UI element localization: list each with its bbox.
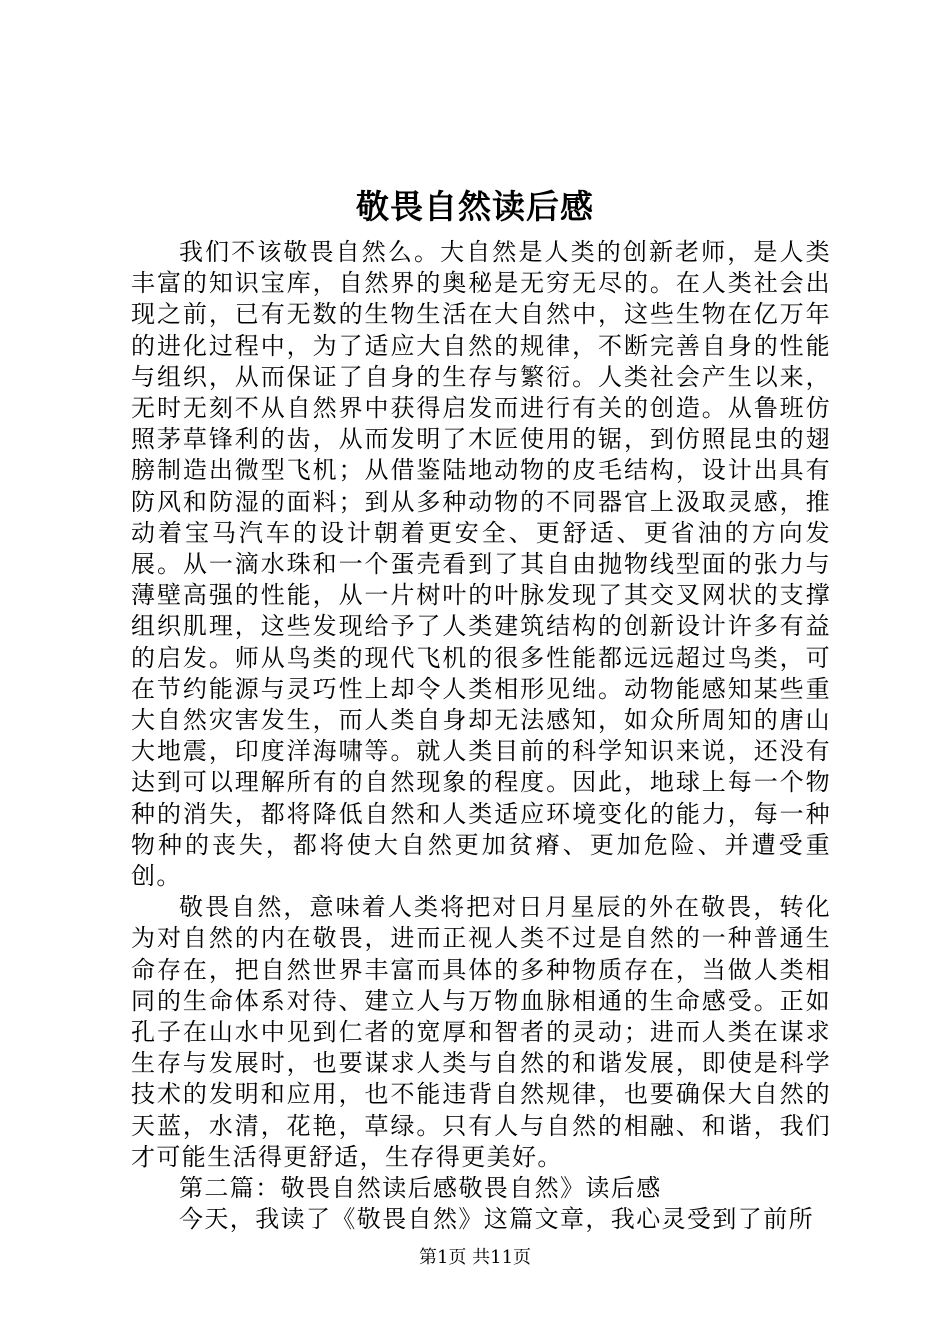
- paragraph: 今天，我读了《敬畏自然》这篇文章，我心灵受到了前所: [179, 1205, 814, 1234]
- paragraph: 我们不该敬畏自然么。大自然是人类的创新老师，是人类丰富的知识宝库，自然界的奥秘是无穷无尽的。在人类社会出现之前，已有无数的生物生活在大自然中，这些生物在亿万年的进化过程中，为了适应大自然的规律，不断完善自身的性能与组织，从而保证了自身的生存与繁衍。人类社会产生以来，无时无刻不从自然界中获得启发而进行有关的创造。从鲁班仿照茅草锋利的齿，从而发明了木匠使用的锯，到仿照昆虫的翅膀制造出微型飞机；从借鉴陆地动物的皮毛结构，设计出具有防风和防湿的面料；到从多种动物的不同器官上汲取灵感，推动着宝马汽车的设计朝着更安全、更舒适、更省油的方向发展。从一滴水珠和一个蛋壳看到了其自由抛物线型面的张力与薄壁高强的性能，从一片树叶的叶脉发现了其交叉网状的支撑组织肌理，这些发现给予了人类建筑结构的创新设计许多有益的启发。师从鸟类的现代飞机的很多性能都远远超过鸟类，可在节约能源与灵巧性上却令人类相形见绌。动物能感知某些重大自然灾害发生，而人类自身却无法感知，如众所周知的唐山大地震，印度洋海啸等。就人类目前的科学知识来说，还没有达到可以理解所有的自然现象的程度。因此，地球上每一个物种的消失，都将降低自然和人类适应环境变化的能力，每一种物种的丧失，都将使大自然更加贫瘠、更加危险、并遭受重创。: [131, 238, 831, 891]
- page-footer: 第1页 共11页: [418, 1247, 532, 1268]
- document-title: 敬畏自然读后感: [356, 187, 594, 226]
- paragraph: 敬畏自然，意味着人类将把对日月星辰的外在敬畏，转化为对自然的内在敬畏，进而正视人类不过是自然的一种普通生命存在，把自然世界丰富而具体的多种物质存在，当做人类相同的生命体系对待、建立人与万物血脉相通的生命感受。正如孔子在山水中见到仁者的宽厚和智者的灵动；进而人类在谋求生存与发展时，也要谋求人类与自然的和谐发展，即使是科学技术的发明和应用，也不能违背自然规律，也要确保大自然的天蓝，水清，花艳，草绿。只有人与自然的相融、和谐，我们才可能生活得更舒适，生存得更美好。: [131, 893, 831, 1171]
- document-body: [131, 237, 831, 1236]
- paragraph: 第二篇：敬畏自然读后感敬畏自然》读后感: [179, 1174, 662, 1203]
